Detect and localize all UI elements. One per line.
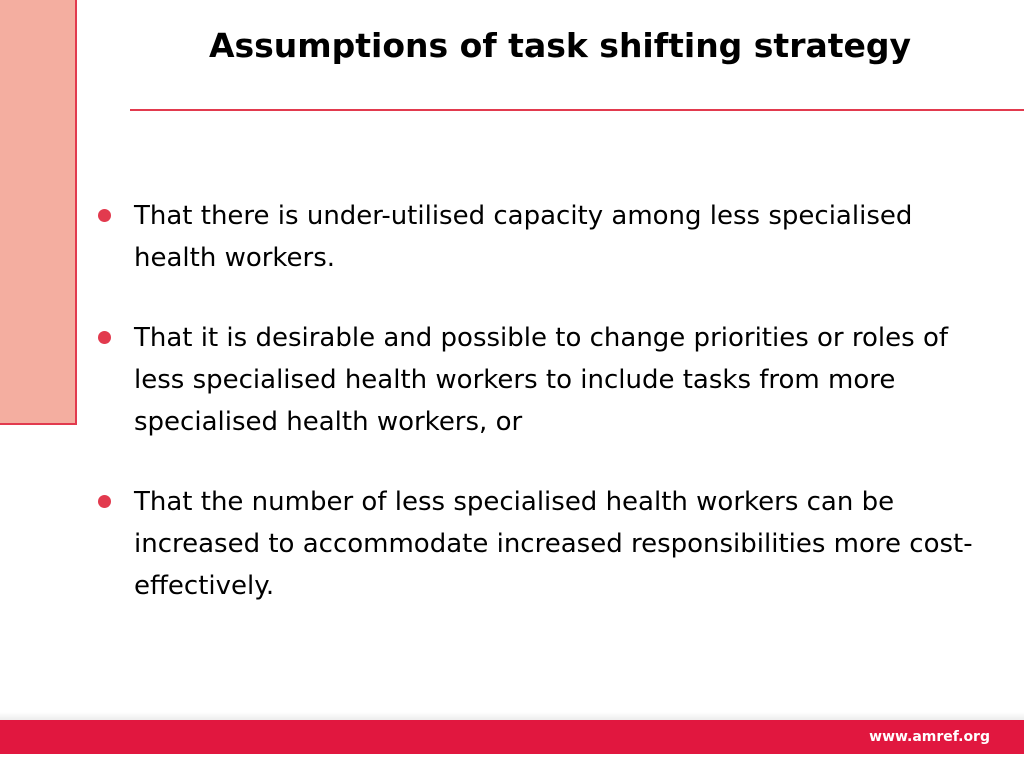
left-decorative-band: [0, 0, 77, 425]
bullet-dot-icon: [98, 495, 111, 508]
slide-title: Assumptions of task shifting strategy: [208, 26, 912, 65]
title-divider: [130, 109, 1024, 111]
bullet-list: [98, 195, 998, 645]
footer-url: www.amref.org: [869, 729, 990, 745]
bullet-text: That the number of less specialised health workers can be increased to accommodate increased responsibilities more cost-effectively.: [134, 487, 973, 601]
bullet-text: That there is under-utilised capacity among less specialised health workers.: [134, 201, 913, 273]
bullet-item: [98, 195, 998, 279]
bullet-dot-icon: [98, 331, 111, 344]
bullet-dot-icon: [98, 209, 111, 222]
bullet-item: [98, 317, 998, 443]
bullet-text: That it is desirable and possible to change priorities or roles of less specialised health workers to include tasks from more specialised health workers, or: [134, 323, 948, 437]
bullet-item: [98, 481, 998, 607]
footer-bar: [0, 720, 1024, 754]
